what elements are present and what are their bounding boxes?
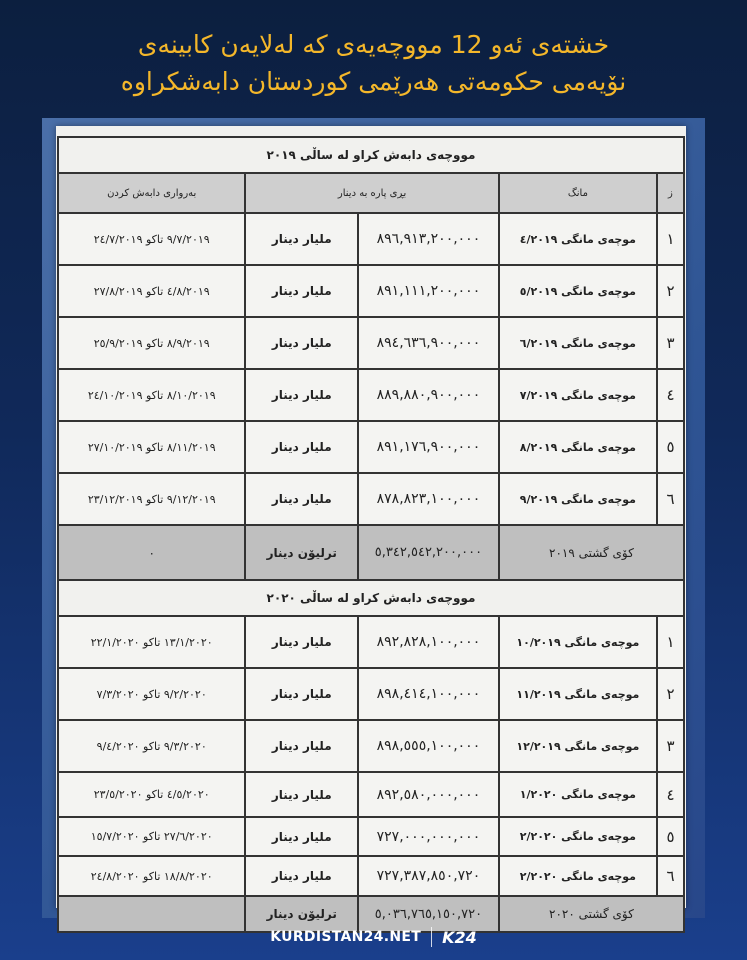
row-month: موچەی مانگی ٨/٢٠١٩: [499, 421, 657, 473]
table-row: [58, 772, 684, 817]
row-amount: ٨٩٨,٥٥٥,١٠٠,٠٠٠: [358, 720, 499, 772]
row-amount: ٨٩٨,٤١٤,١٠٠,٠٠٠: [358, 668, 499, 720]
section-title-2020: مووچەی دابەش کراو لە ساڵی ٢٠٢٠: [58, 580, 684, 616]
row-dates: ٤/٥/٢٠٢٠ تاکو ٢٣/٥/٢٠٢٠: [58, 772, 245, 817]
table-header-row: [58, 173, 684, 213]
row-month: موچەی مانگی ١٢/٢٠١٩: [499, 720, 657, 772]
footer-divider: [431, 927, 432, 947]
row-unit: ملیار دینار: [245, 817, 358, 856]
row-amount: ٨٩٢,٥٨٠,٠٠٠,٠٠٠: [358, 772, 499, 817]
row-no: ٤: [657, 369, 684, 421]
table-row: [58, 616, 684, 668]
row-month: موچەی مانگی ١١/٢٠١٩: [499, 668, 657, 720]
row-unit: ملیار دینار: [245, 668, 358, 720]
row-month: موچەی مانگی ٤/٢٠١٩: [499, 213, 657, 265]
row-dates: ١٨/٨/٢٠٢٠ تاکو ٢٤/٨/٢٠٢٠: [58, 856, 245, 896]
total-row-2019: [58, 525, 684, 580]
footer-branding: [0, 926, 747, 948]
total-label-2019: کۆی گشتی ٢٠١٩: [499, 525, 684, 580]
row-dates: ٩/٢/٢٠٢٠ تاکو ٧/٣/٢٠٢٠: [58, 668, 245, 720]
total-unit-2020: ترلیۆن دینار: [245, 896, 358, 932]
row-dates: ٨/١١/٢٠١٩ تاکو ٢٧/١٠/٢٠١٩: [58, 421, 245, 473]
row-amount: ٨٩٢,٨٢٨,١٠٠,٠٠٠: [358, 616, 499, 668]
row-dates: ٤/٨/٢٠١٩ تاکو ٢٧/٨/٢٠١٩: [58, 265, 245, 317]
row-month: موچەی مانگی ٢/٢٠٢٠: [499, 817, 657, 856]
table-row: [58, 213, 684, 265]
total-amount-2020: ٥,٠٣٦,٧٦٥,١٥٠,٧٢٠: [358, 896, 499, 932]
row-unit: ملیار دینار: [245, 421, 358, 473]
row-dates: ٢٧/٦/٢٠٢٠ تاکو ١٥/٧/٢٠٢٠: [58, 817, 245, 856]
row-no: ١: [657, 213, 684, 265]
table-row: [58, 720, 684, 772]
header-amount: بڕی پارە بە دینار: [245, 173, 498, 213]
total-label-2020: کۆی گشتی ٢٠٢٠: [499, 896, 684, 932]
row-unit: ملیار دینار: [245, 265, 358, 317]
row-no: ٥: [657, 421, 684, 473]
row-dates: ٩/١٢/٢٠١٩ تاکو ٢٣/١٢/٢٠١٩: [58, 473, 245, 525]
section-title-2019: مووچەی دابەش کراو لە ساڵی ٢٠١٩: [58, 137, 684, 173]
row-unit: ملیار دینار: [245, 616, 358, 668]
section-title-row-2020: [58, 580, 684, 616]
row-amount: ٨٩١,١١١,٢٠٠,٠٠٠: [358, 265, 499, 317]
k24-logo: K24: [442, 927, 477, 947]
table-row: [58, 421, 684, 473]
total-unit-2019: ترلیۆن دینار: [245, 525, 358, 580]
row-amount: ٨٩٤,٦٣٦,٩٠٠,٠٠٠: [358, 317, 499, 369]
table-row: [58, 369, 684, 421]
row-dates: ٨/١٠/٢٠١٩ تاکو ٢٤/١٠/٢٠١٩: [58, 369, 245, 421]
row-month: موچەی مانگی ١٠/٢٠١٩: [499, 616, 657, 668]
row-amount: ٨٩٦,٩١٣,٢٠٠,٠٠٠: [358, 213, 499, 265]
row-unit: ملیار دینار: [245, 772, 358, 817]
row-no: ٥: [657, 817, 684, 856]
section-title-row-2019: [58, 137, 684, 173]
table-row: [58, 817, 684, 856]
row-dates: ٨/٩/٢٠١٩ تاکو ٢٥/٩/٢٠١٩: [58, 317, 245, 369]
row-month: موچەی مانگی ٦/٢٠١٩: [499, 317, 657, 369]
table-row: [58, 473, 684, 525]
headline: [0, 26, 747, 100]
row-month: موچەی مانگی ٩/٢٠١٩: [499, 473, 657, 525]
row-amount: ٨٧٨,٨٢٣,١٠٠,٠٠٠: [358, 473, 499, 525]
row-dates: ٩/٧/٢٠١٩ تاکو ٢٤/٧/٢٠١٩: [58, 213, 245, 265]
row-unit: ملیار دینار: [245, 473, 358, 525]
row-no: ٢: [657, 265, 684, 317]
row-month: موچەی مانگی ٧/٢٠١٩: [499, 369, 657, 421]
table-row: [58, 668, 684, 720]
row-month: موچەی مانگی ١/٢٠٢٠: [499, 772, 657, 817]
row-unit: ملیار دینار: [245, 720, 358, 772]
row-no: ٦: [657, 856, 684, 896]
table-row: [58, 265, 684, 317]
row-month: موچەی مانگی ٥/٢٠١٩: [499, 265, 657, 317]
header-month: مانگ: [499, 173, 657, 213]
row-no: ١: [657, 616, 684, 668]
row-no: ٣: [657, 720, 684, 772]
row-dates: ٩/٣/٢٠٢٠ تاکو ٩/٤/٢٠٢٠: [58, 720, 245, 772]
row-unit: ملیار دینار: [245, 213, 358, 265]
row-no: ٣: [657, 317, 684, 369]
row-amount: ٧٢٧,٠٠٠,٠٠٠,٠٠٠: [358, 817, 499, 856]
table-row: [58, 317, 684, 369]
headline-line-2: نۆیەمی حکومەتی هەرێمی کوردستان دابەشکراوە: [120, 67, 627, 96]
salary-table: [57, 136, 685, 933]
row-no: ٦: [657, 473, 684, 525]
site-url[interactable]: KURDISTAN24.NET: [270, 929, 422, 945]
row-unit: ملیار دینار: [245, 856, 358, 896]
row-amount: ٨٨٩,٨٨٠,٩٠٠,٠٠٠: [358, 369, 499, 421]
table-row: [58, 856, 684, 896]
header-no: ز: [657, 173, 684, 213]
row-amount: ٨٩١,١٧٦,٩٠٠,٠٠٠: [358, 421, 499, 473]
row-no: ٤: [657, 772, 684, 817]
row-amount: ٧٢٧,٣٨٧,٨٥٠,٧٢٠: [358, 856, 499, 896]
total-dates-2019: ٠: [58, 525, 245, 580]
total-amount-2019: ٥,٣٤٢,٥٤٢,٢٠٠,٠٠٠: [358, 525, 499, 580]
row-no: ٢: [657, 668, 684, 720]
row-dates: ١٣/١/٢٠٢٠ تاکو ٢٢/١/٢٠٢٠: [58, 616, 245, 668]
row-month: موچەی مانگی ٢/٢٠٢٠: [499, 856, 657, 896]
header-dates: بەرواری دابەش کردن: [58, 173, 245, 213]
headline-line-1: خشتەی ئەو 12 مووچەیەی کە لەلایەن کابینەی: [137, 30, 610, 59]
row-unit: ملیار دینار: [245, 317, 358, 369]
row-unit: ملیار دینار: [245, 369, 358, 421]
